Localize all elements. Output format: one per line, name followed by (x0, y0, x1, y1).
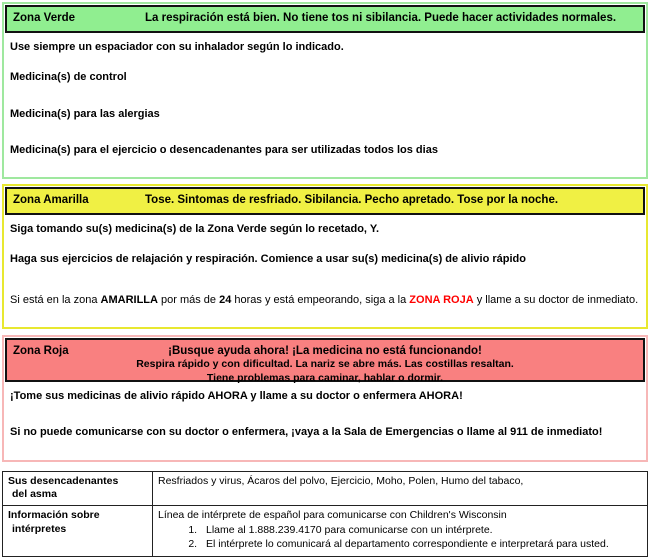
interpreters-label-line-2: intérpretes (12, 522, 67, 535)
red-zone-body (4, 383, 646, 460)
spacer (10, 403, 640, 425)
spacer (10, 440, 640, 456)
asthma-action-plan-document (0, 2, 650, 551)
warning-text-2: por más de (157, 293, 220, 306)
yellow-zone-body (4, 216, 646, 327)
interpreters-label-line-1: Información sobre (8, 508, 100, 521)
warning-text-1: Si está en la zona (10, 293, 101, 306)
triggers-label-cell (3, 471, 153, 505)
triggers-value-cell: Resfriados y virus, Ácaros del polvo, Ejercicio, Moho, Polen, Humo del tabaco, (153, 471, 648, 505)
green-control-medicines-label: Medicina(s) de control (10, 71, 127, 84)
green-zone-label: Zona Verde (13, 12, 75, 24)
spacer (10, 236, 640, 252)
warning-bold-amarilla: AMARILLA (100, 293, 158, 306)
yellow-continue-green-meds: Siga tomando su(s) medicina(s) de la Zona Verde según lo recetado, Y. (10, 223, 379, 236)
yellow-zone-section (2, 184, 648, 329)
red-symptoms-line-1: ¡Busque ayuda ahora! ¡La medicina no está funcionando! (168, 345, 482, 358)
interpreters-label-cell (3, 505, 153, 556)
red-symptoms-line-2: Respira rápido y con dificultad. La nariz se abre más. Las costillas resaltan. (136, 358, 514, 371)
spacer (10, 157, 640, 173)
yellow-zone-header (5, 187, 645, 215)
interpreter-steps-list (158, 524, 642, 552)
green-zone-symptoms: La respiración está bien. No tiene tos ni sibilancia. Puede hacer actividades normales. (145, 12, 617, 24)
warning-red-zona-roja: ZONA ROJA (409, 293, 474, 306)
list-item: 2. El intérprete lo comunicará al departamento correspondiente e interpretará para usted. (200, 538, 642, 552)
warning-text-4: y llame a su doctor de inmediato. (473, 293, 639, 306)
interpreters-value-cell (153, 505, 648, 556)
red-zone-section (2, 335, 648, 462)
triggers-label-line-2: del asma (12, 488, 57, 501)
yellow-zone-symptoms: Tose. Sintomas de resfriado. Sibilancia. Pecho apretado. Tose por la noche. (145, 194, 559, 207)
green-allergy-medicines-label: Medicina(s) para las alergias (10, 107, 160, 120)
spacer (10, 85, 640, 107)
info-table (2, 471, 648, 557)
warning-bold-hours: 24 (219, 293, 232, 306)
yellow-escalation-warning (10, 293, 640, 307)
red-zone-header (5, 338, 645, 382)
table-row-triggers (3, 471, 648, 505)
red-zone-label: Zona Roja (13, 345, 69, 358)
spacer (10, 307, 640, 323)
red-symptoms-line-3: Tiene problemas para caminar, hablar o dormir. (206, 371, 444, 384)
table-row-interpreters (3, 505, 648, 556)
green-zone-section (2, 2, 648, 179)
green-zone-header (5, 5, 645, 33)
red-take-medicines-now: ¡Tome sus medicinas de alivio rápido AHORA y llame a su doctor o enfermera AHORA! (10, 390, 463, 403)
red-emergency-instruction: Si no puede comunicarse con su doctor o enfermera, ¡vaya a la Sala de Emergencias o llame al 911 de inmediato! (10, 426, 603, 439)
yellow-relaxation-instruction: Haga sus ejercicios de relajación y respiración. Comience a usar su(s) medicina(s) de alivio rápido (10, 253, 526, 266)
spacer (10, 121, 640, 143)
list-item: 1. Llame al 1.888.239.4170 para comunicarse con un intérprete. (200, 524, 642, 538)
spacer (10, 267, 640, 293)
interpreter-line-intro: Línea de intérprete de español para comunicarse con Children's Wisconsin (158, 508, 507, 521)
green-zone-body (4, 34, 646, 177)
triggers-label-line-1: Sus desencadenantes (8, 474, 119, 487)
warning-text-3: horas y está empeorando, siga a la (231, 293, 410, 306)
spacer (10, 54, 640, 70)
green-exercise-medicines-label: Medicina(s) para el ejercicio o desencadenantes para ser utilizadas todos los dias (10, 143, 438, 156)
green-spacer-instruction: Use siempre un espaciador con su inhalador según lo indicado. (10, 41, 344, 53)
yellow-zone-label: Zona Amarilla (13, 194, 89, 207)
